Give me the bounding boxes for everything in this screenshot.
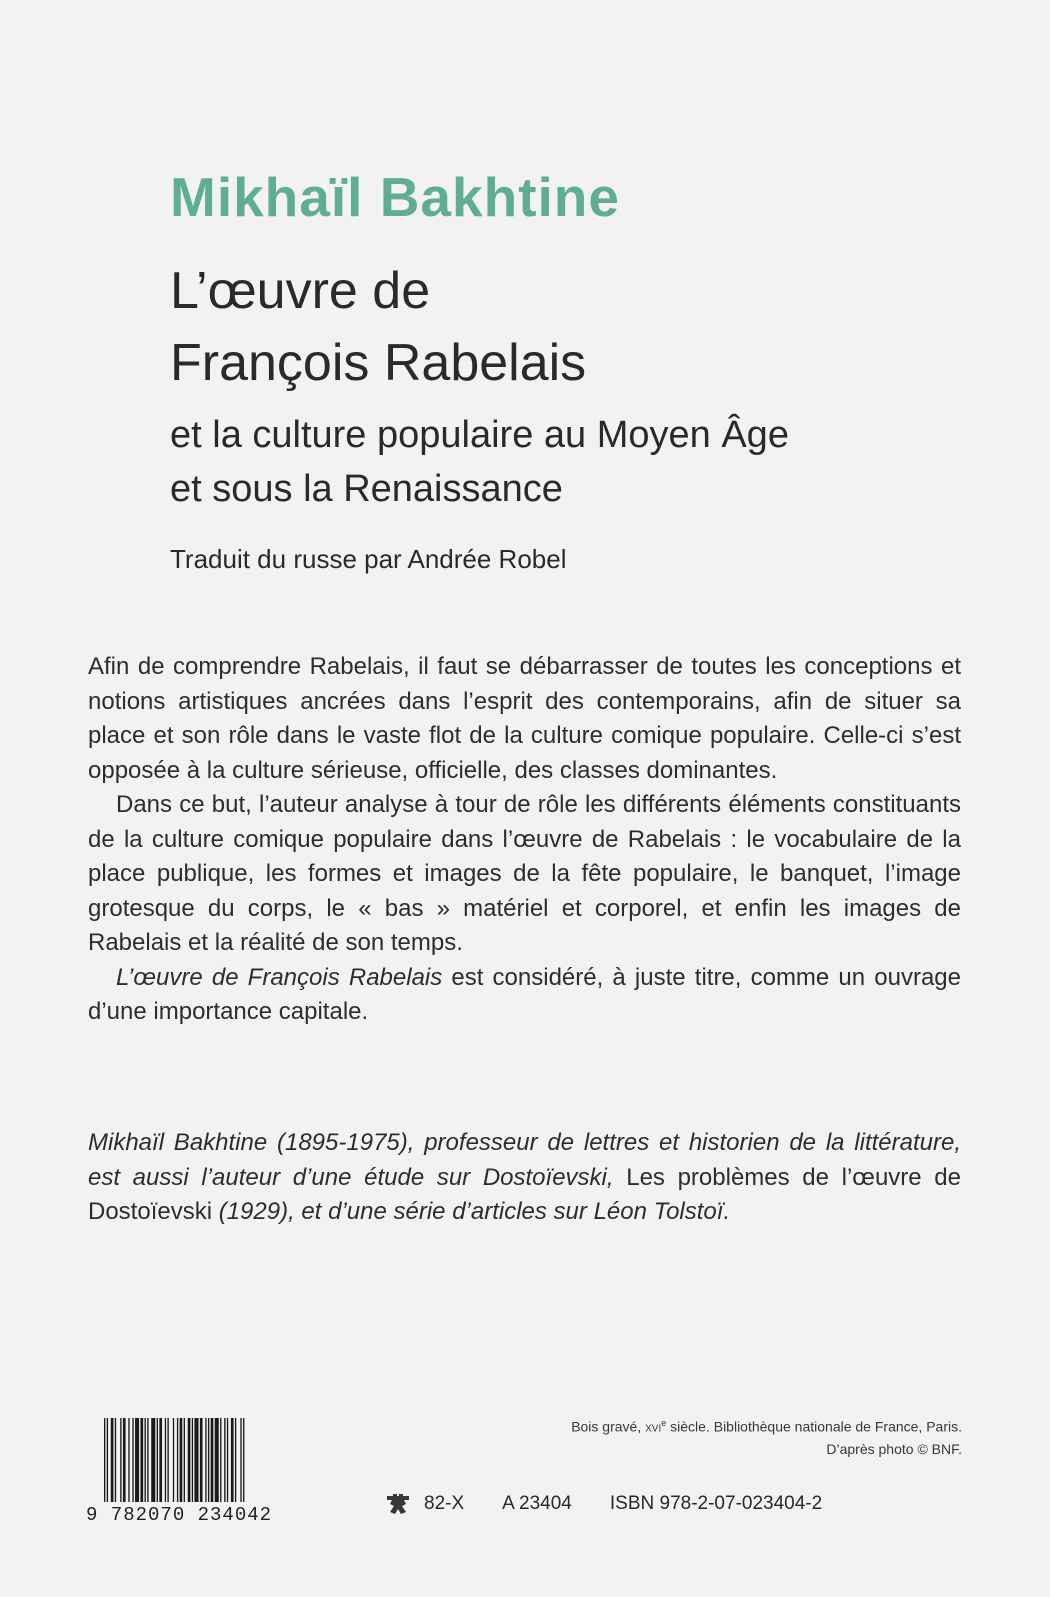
- barcode-bar: [145, 1418, 146, 1502]
- barcode-bar: [111, 1418, 114, 1502]
- barcode-bar: [224, 1418, 225, 1502]
- barcode-bar: [173, 1418, 174, 1502]
- credit-line-2: D’après photo © BNF.: [826, 1440, 962, 1457]
- book-subtitle: [170, 408, 789, 516]
- subtitle-line-1: et la culture populaire au Moyen Âge: [170, 414, 789, 456]
- subtitle-line-2: et sous la Renaissance: [170, 468, 563, 510]
- blurb-paragraph-3: [88, 961, 961, 1030]
- barcode-bar: [235, 1418, 236, 1502]
- bio-text-1: Mikhaïl Bakhtine (1895-1975), professeur de lettres et historien de la littérature, est aussi l’auteur d’une étude sur Dostoïevski,: [88, 1129, 961, 1191]
- barcode-number: 9 782070 234042: [86, 1504, 273, 1526]
- barcode-bar: [135, 1418, 139, 1502]
- blurb-paragraph-2: Dans ce but, l’auteur analyse à tour de rôle les différents éléments constituants de la culture comique populaire dans l’œuvre de Rabelais : le vocabulaire de la place publique, les formes et images de la fête populaire, le banquet, l’image grotesque du corps, le « bas » matériel et corporel, et enfin les images de Rabelais et la réalité de son temps.: [88, 791, 961, 956]
- catalog-codes: [384, 1492, 822, 1516]
- barcode-bar: [120, 1418, 121, 1502]
- translator-credit: Traduit du russe par Andrée Robel: [170, 544, 567, 574]
- barcode-bar: [165, 1418, 166, 1502]
- bio-text-2: (1929), et d’une série d’articles sur Léon Tolstoï.: [212, 1198, 731, 1225]
- barcode-bar: [227, 1418, 228, 1502]
- barcode-bar: [188, 1418, 191, 1502]
- barcode-bar: [132, 1418, 133, 1502]
- title-line-1: L’œuvre de: [170, 262, 431, 320]
- barcode-bar: [215, 1418, 219, 1502]
- barcode-bar: [107, 1418, 108, 1502]
- barcode-bar: [151, 1418, 155, 1502]
- barcode-bar: [240, 1418, 241, 1502]
- barcode-bar: [147, 1418, 148, 1502]
- barcode-bar: [157, 1418, 158, 1502]
- author-bio: [88, 1126, 961, 1230]
- barcode-bar: [243, 1418, 244, 1502]
- blurb-paragraph-3-text: est considéré, à juste titre, comme un ouvrage d’une importance capitale.: [88, 963, 961, 1025]
- barcode-bar: [159, 1418, 162, 1502]
- barcode-bar: [208, 1418, 209, 1502]
- title-line-2: François Rabelais: [170, 334, 587, 392]
- blurb-paragraph-1: Afin de comprendre Rabelais, il faut se débarrasser de toutes les conceptions et notions artistiques ancrées dans l’esprit des contemporains, afin de situer sa place et son rôle dans le vaste flot de la culture comique populaire. Celle-ci s’est opposée à la culture sérieuse, officielle, des classes dominantes.: [88, 653, 961, 784]
- barcode-bar: [115, 1418, 116, 1502]
- book-title: [170, 255, 586, 399]
- author-name: Mikhaïl Bakhtine: [170, 166, 620, 228]
- barcode: [86, 1418, 311, 1526]
- barcode-bar: [167, 1418, 168, 1502]
- barcode-bar: [192, 1418, 193, 1502]
- isbn: ISBN 978-2-07-023404-2: [609, 1493, 823, 1514]
- bio-book-title: Les problèmes de l’œuvre de Dostoïevski: [88, 1163, 962, 1225]
- barcode-bar: [184, 1418, 185, 1502]
- publisher-logo-icon: [384, 1492, 412, 1516]
- barcode-bar: [180, 1418, 183, 1502]
- image-credit: [442, 1412, 962, 1460]
- barcode-bar: [104, 1418, 105, 1502]
- barcode-bar: [140, 1418, 143, 1502]
- barcode-bar: [194, 1418, 198, 1502]
- barcode-bar: [123, 1418, 126, 1502]
- barcode-bar: [211, 1418, 214, 1502]
- blurb: [88, 650, 961, 1030]
- barcode-bar: [177, 1418, 178, 1502]
- a-number: A 23404: [502, 1493, 572, 1514]
- barcode-bar: [205, 1418, 206, 1502]
- barcode-bar: [128, 1418, 129, 1502]
- blurb-book-title: L’œuvre de François Rabelais: [116, 963, 443, 991]
- barcode-bar: [200, 1418, 203, 1502]
- barcode-bar: [220, 1418, 221, 1502]
- series-code: 82-X: [424, 1493, 465, 1514]
- barcode-bars: [104, 1418, 304, 1502]
- barcode-bar: [231, 1418, 234, 1502]
- credit-line-1: Bois gravé, xvi$^e$ siècle. Bibliothèque nationale de France, Paris.: [571, 1418, 962, 1435]
